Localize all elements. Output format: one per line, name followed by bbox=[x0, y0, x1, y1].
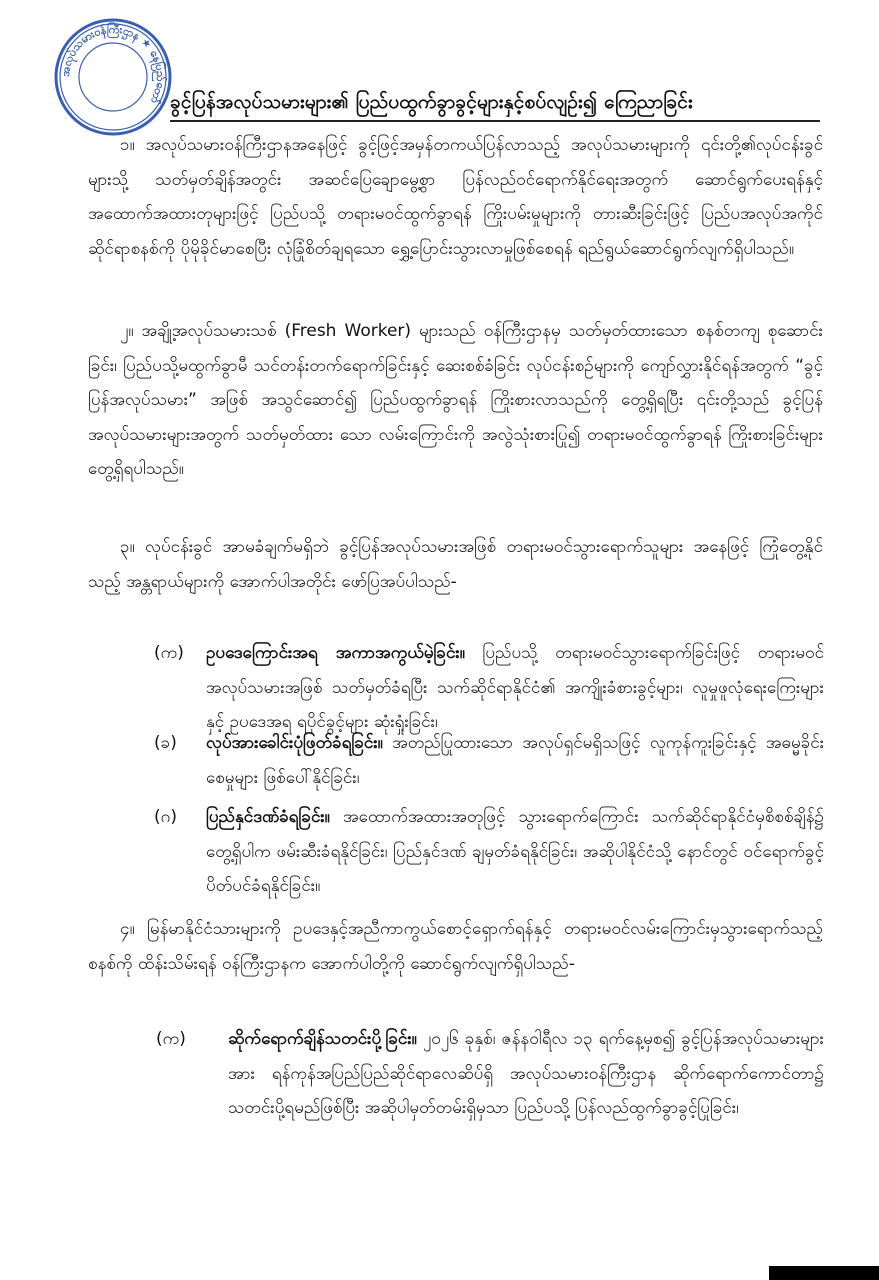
risk-label: (ဂ) bbox=[154, 807, 177, 827]
risk-text: အတည်ပြုထားသော အလုပ်ရှင်မရှိသဖြင့် လူကုန်ကူးခြင်းနှင့် အဓမ္မခိုင်းစေမှုများ ဖြစ်ပေါ်နိုင်ခြင်း၊ bbox=[206, 733, 825, 788]
risk-item bbox=[154, 726, 825, 795]
risk-heading: လုပ်အားခေါင်းပုံဖြတ်ခံရခြင်း။ bbox=[206, 733, 383, 753]
paragraph-2 bbox=[88, 314, 823, 487]
risk-text: အထောက်အထားအတုဖြင့် သွားရောက်ကြောင်း သက်ဆိုင်ရာနိုင်ငံမှစိစစ်ချိန်၌ တွေ့ရှိပါက ဖမ်းဆီးခံရနိုင်ခြင်း၊ ပြည်နှင်ဒဏ် ချမှတ်ခံရနိုင်ခြင်း၊ အဆိုပါနိုင်ငံသို့ နောင်တွင် ဝင်ရောက်ခွင့် ပိတ်ပင်ခံရနိုင်ခြင်း။ bbox=[206, 807, 825, 896]
ministry-seal bbox=[52, 16, 174, 138]
seal-ring-text: အလုပ်သမားဝန်ကြီးဌာန ★ နေပြည်တော် bbox=[58, 22, 168, 106]
risk-item bbox=[154, 800, 825, 904]
paragraph-text: လုပ်ငန်းခွင် အာမခံချက်မရှိဘဲ ခွင့်ပြန်အလုပ်သမားအဖြစ် တရားမဝင်သွားရောက်သူများ အနေဖြင့် ကြုံတွေ့နိုင်သည့် အန္တရာယ်များကို အောက်ပါအတိုင်း ဖော်ပြအပ်ပါသည်- bbox=[88, 537, 824, 592]
action-item bbox=[156, 1022, 824, 1126]
scan-edge-mark bbox=[769, 1266, 879, 1280]
page-title: ခွင့်ပြန်အလုပ်သမားများ၏ ပြည်ပထွက်ခွာခွင့်များနှင့်စပ်လျဉ်း၍ ကြေညာခြင်း bbox=[170, 91, 693, 113]
paragraph-text: မြန်မာနိုင်ငံသားများကို ဥပဒေနှင့်အညီကာကွယ်စောင့်ရှောက်ရန်နှင့် တရားမဝင်လမ်းကြောင်းမှသွားရောက်သည့်စနစ်ကို ထိန်းသိမ်းရန် ဝန်ကြီးဌာနက အောက်ပါတို့ကို ဆောင်ရွက်လျက်ရှိပါသည်- bbox=[88, 919, 823, 974]
paragraph-4 bbox=[88, 912, 823, 981]
risk-heading: ဥပဒေကြောင်းအရ အကာအကွယ်မဲ့ခြင်း။ bbox=[206, 643, 465, 663]
paragraph-number: ၄။ bbox=[120, 919, 135, 939]
action-text: ၂၀၂၆ ခုနှစ်၊ ဇန်နဝါရီလ ၁၃ ရက်နေ့မှစ၍ ခွင့်ပြန်အလုပ်သမားများအား ရန်ကုန်အပြည်ပြည်ဆိုင်ရာလေဆိပ်ရှိ အလုပ်သမားဝန်ကြီးဌာန ဆိုက်ရောက်ကောင်တာ၌ သတင်းပို့ရမည်ဖြစ်ပြီး အဆိုပါမှတ်တမ်းရှိမှသာ ပြည်ပသို့ ပြန်လည်ထွက်ခွာခွင့်ပြုခြင်း၊ bbox=[228, 1029, 824, 1118]
paragraph-number: ၂။ bbox=[120, 321, 134, 341]
action-label: (က) bbox=[156, 1029, 186, 1049]
risk-text: ပြည်ပသို့ တရားမဝင်သွားရောက်ခြင်းဖြင့် တရားမဝင်အလုပ်သမားအဖြစ် သတ်မှတ်ခံရပြီး သက်ဆိုင်ရာနိုင်ငံ၏ အကျိုးခံစားခွင့်များ၊ လူမှုဖူလုံရေးကြေးများနှင့် ဥပဒေအရ ရပိုင်ခွင့်များ ဆုံးရှုံးခြင်း၊ bbox=[206, 643, 825, 732]
paragraph-text: အချို့အလုပ်သမားသစ် (Fresh Worker) များသည် ဝန်ကြီးဌာနမှ သတ်မှတ်ထားသော စနစ်တကျ စုဆောင်းခြင်း၊ ပြည်ပသို့မထွက်ခွာမီ သင်တန်းတက်ရောက်ခြင်းနှင့် ဆေးစစ်ခံခြင်း လုပ်ငန်းစဉ်များကို ကျော်လွှားနိုင်ရန်အတွက် “ခွင့်ပြန်အလုပ်သမား” အဖြစ် အသွင်ဆောင်၍ ပြည်ပထွက်ခွာရန် ကြိုးစားလာသည်ကို တွေ့ရှိရပြီး ၎င်းတို့သည် ခွင့်ပြန်အလုပ်သမားများအတွက် သတ်မှတ်ထား သော လမ်းကြောင်းကို အလွဲသုံးစားပြု၍ တရားမဝင်ထွက်ခွာရန် ကြိုးစားခြင်းများ တွေ့ရှိရပါသည်။ bbox=[88, 321, 823, 479]
paragraph-3 bbox=[88, 530, 823, 599]
paragraph-number: ၁။ bbox=[120, 135, 135, 155]
risk-item bbox=[154, 636, 825, 740]
paragraph-1 bbox=[88, 128, 823, 266]
paragraph-text: အလုပ်သမားဝန်ကြီးဌာနအနေဖြင့် ခွင့်ဖြင့်အမှန်တကယ်ပြန်လာသည့် အလုပ်သမားများကို ၎င်းတို့၏လုပ်ငန်းခွင်များသို့ သတ်မှတ်ချိန်အတွင်း အဆင်ပြေချောမွေ့စွာ ပြန်လည်ဝင်ရောက်နိုင်ရေးအတွက် ဆောင်ရွက်ပေးရန်နှင့် အထောက်အထားတုများဖြင့် ပြည်ပသို့ တရားမဝင်ထွက်ခွာရန် ကြိုးပမ်းမှုများကို တားဆီးခြင်းဖြင့် ပြည်ပအလုပ်အကိုင်ဆိုင်ရာစနစ်ကို ပိုမိုခိုင်မာစေပြီး လုံခြုံစိတ်ချရသော ရွှေ့ပြောင်းသွားလာမှုဖြစ်စေရန် ရည်ရွယ်ဆောင်ရွက်လျက်ရှိပါသည်။ bbox=[88, 135, 824, 259]
paragraph-number: ၃။ bbox=[120, 537, 135, 557]
action-heading: ဆိုက်ရောက်ချိန်သတင်းပို့ခြင်း။ bbox=[228, 1029, 417, 1049]
title-underline bbox=[170, 120, 820, 122]
risk-label: (က) bbox=[154, 643, 184, 663]
risk-heading: ပြည်နှင်ဒဏ်ခံရခြင်း။ bbox=[206, 807, 330, 827]
risk-label: (ခ) bbox=[154, 733, 177, 753]
